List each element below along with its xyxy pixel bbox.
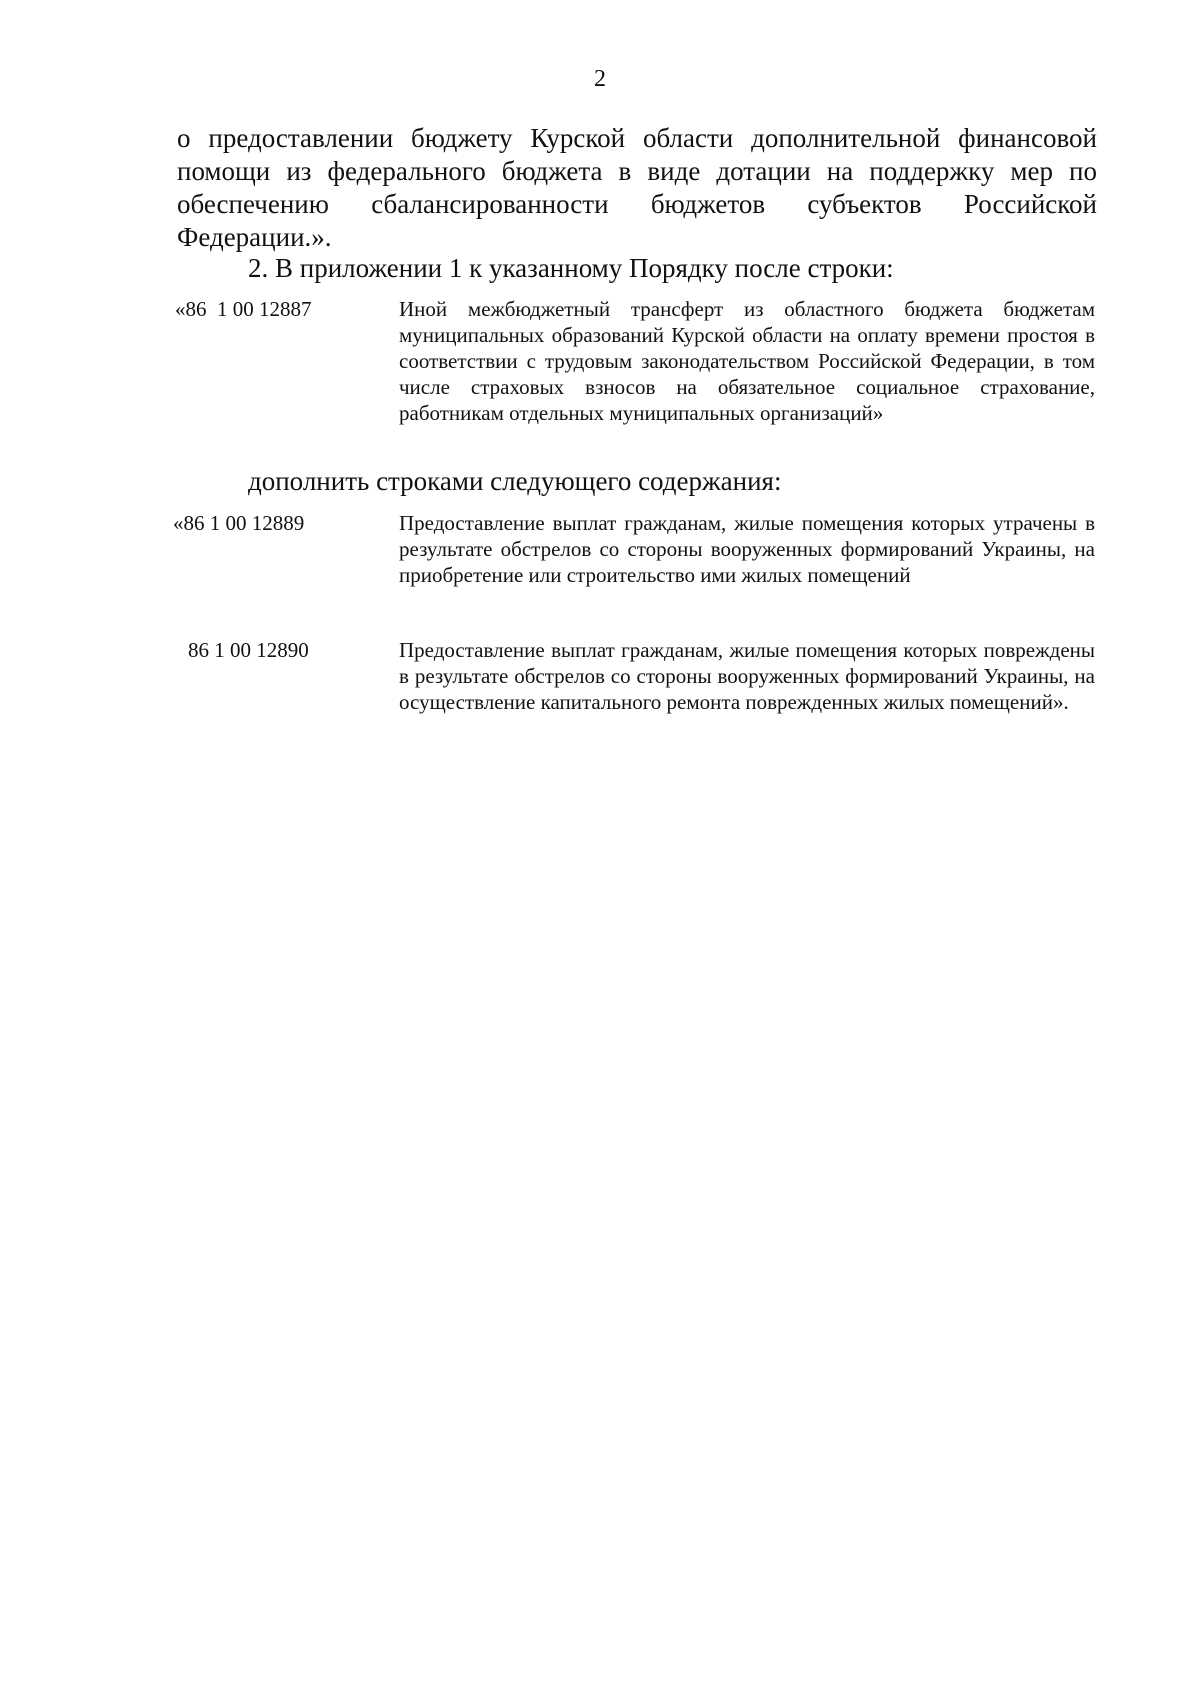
entry-code: 86 1 00 12890 xyxy=(188,638,309,662)
entry-code: «86 1 00 12887 xyxy=(175,297,312,321)
entry-description: Иной межбюджетный трансферт из областного бюджета бюджетам муниципальных образований Курской области на оплату времени простоя в соответствии с трудовым законодательством Российской Федерации, в том числе страховых взносов на обязательное социальное страхование, работникам отдельных муниципальных организаций» xyxy=(399,297,1095,425)
page-number: 2 xyxy=(594,66,606,92)
intro-paragraph: о предоставлении бюджету Курской области дополнительной финансовой помощи из федерального бюджета в виде дотации на поддержку мер по обеспечению сбалансированности бюджетов субъектов Российской Федерации.». xyxy=(177,123,1097,252)
entry-description: Предоставление выплат гражданам, жилые помещения которых утрачены в результате обстрелов со стороны вооруженных формирований Украины, на приобретение или строительство ими жилых помещений xyxy=(399,511,1095,587)
supplement-paragraph: дополнить строками следующего содержания: xyxy=(248,466,782,496)
entry-code: «86 1 00 12889 xyxy=(173,511,305,535)
item-2-paragraph: 2. В приложении 1 к указанному Порядку после строки: xyxy=(248,253,894,283)
entry-description: Предоставление выплат гражданам, жилые помещения которых повреждены в результате обстрелов со стороны вооруженных формирований Украины, на осуществление капитального ремонта поврежденных жилых помещений». xyxy=(399,638,1095,714)
